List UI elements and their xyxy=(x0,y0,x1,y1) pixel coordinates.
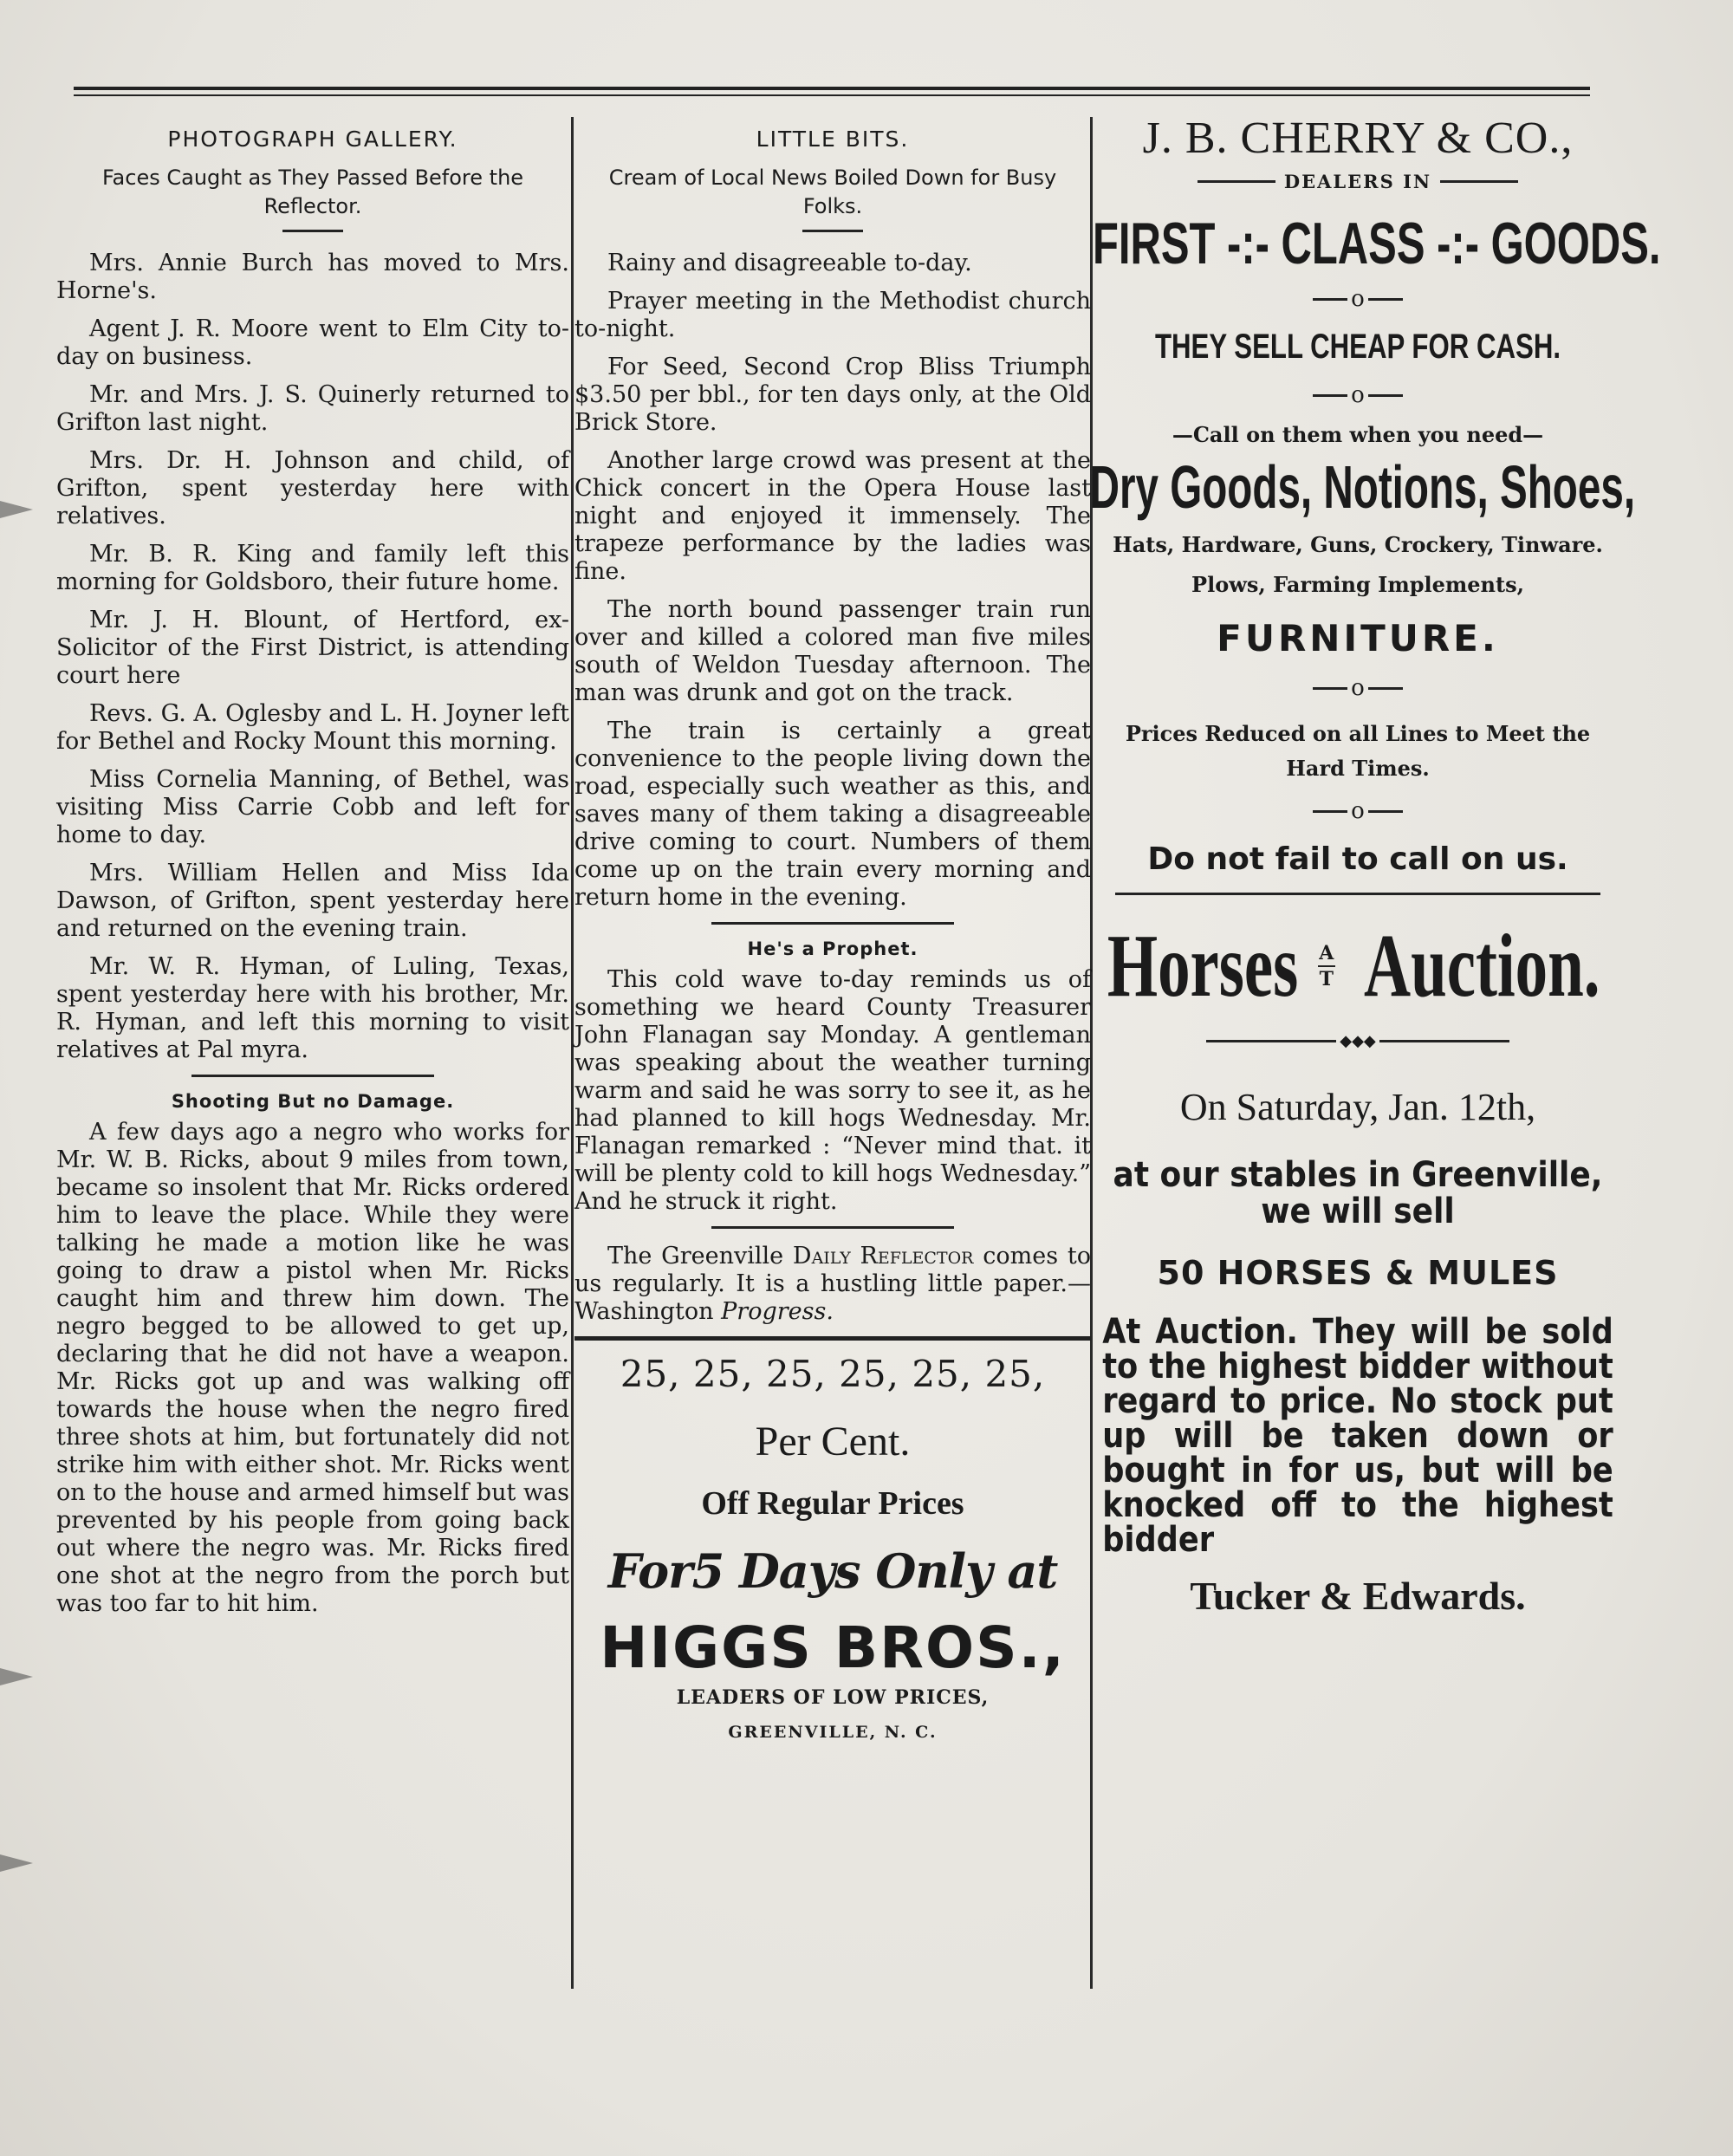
dry-goods-line: Dry Goods, Notions, Shoes, xyxy=(1089,453,1636,521)
news-item: Miss Cornelia Manning, of Bethel, was visiting Miss Carrie Cobb and left for home to day. xyxy=(56,766,569,848)
top-rule xyxy=(74,87,1590,96)
news-item: Mrs. Dr. H. Johnson and child, of Grifton, spent yesterday here with relatives. xyxy=(56,447,569,529)
news-item: Mr. and Mrs. J. S. Quinerly returned to Grifton last night. xyxy=(56,381,569,436)
do-not-fail-line: Do not fail to call on us. xyxy=(1147,841,1568,877)
call-on-line: —Call on them when you need— xyxy=(1172,422,1544,447)
divider xyxy=(1368,810,1403,813)
ornament-glyph: o xyxy=(1351,286,1365,312)
story-headline: He's a Prophet. xyxy=(747,938,918,959)
section-subheader: Cream of Local News Boiled Down for Busy Folks. xyxy=(608,166,1057,218)
divider xyxy=(1198,180,1275,183)
ad-percent-row: 25, 25, 25, 25, 25, 25, xyxy=(620,1353,1046,1395)
section-subheader: Faces Caught as They Passed Before the Reflector. xyxy=(101,166,524,218)
news-item: Rainy and disagreeable to-day. xyxy=(607,250,972,276)
paper-name: Daily Reflector xyxy=(792,1243,974,1270)
section-header: PHOTOGRAPH GALLERY. xyxy=(167,127,458,152)
at-letter: A xyxy=(1319,942,1334,964)
ornament-divider xyxy=(1094,286,1622,312)
divider xyxy=(1206,1040,1336,1042)
auction-date: On Saturday, Jan. 12th, xyxy=(1179,1086,1536,1128)
ornament-divider xyxy=(1094,798,1622,824)
auction-signature: Tucker & Edwards. xyxy=(1190,1574,1526,1618)
section-header: LITTLE BITS. xyxy=(756,127,910,152)
divider xyxy=(1318,965,1335,967)
news-item: Agent J. R. Moore went to Elm City to-day on business. xyxy=(56,315,569,370)
divider xyxy=(1368,687,1403,690)
divider xyxy=(802,230,863,232)
ad-location: GREENVILLE, N. C. xyxy=(728,1723,938,1742)
margin-mark xyxy=(0,1854,33,1872)
ornament-glyph: o xyxy=(1351,675,1365,701)
divider xyxy=(711,1226,954,1229)
headline-horses: Horses xyxy=(1107,916,1298,1016)
news-item: The north bound passenger train run over and killed a colored man five miles south of Weldon Tuesday afternoon. The man was drunk and got on the track. xyxy=(574,596,1091,706)
divider xyxy=(1115,893,1600,895)
divider xyxy=(282,230,343,232)
divider xyxy=(1313,687,1347,690)
divider xyxy=(1440,180,1518,183)
headline-auction: Auction. xyxy=(1363,916,1600,1016)
ornament-divider xyxy=(1094,675,1622,701)
story-body: A few days ago a negro who works for Mr. W. B. Ricks, about 9 miles from town, became so insolent that Mr. Ricks ordered him to leave the place. While they were talking he made a motion like he was going to draw a pistol when Mr. Ricks caught him and threw him down. The negro begged to be allowed to get up, declaring that he did not have a weapon. Mr. Ricks got up and was walking off towards the house when the negro fired three shots at him, but fortunately did not strike him with either shot. Mr. Ricks went on to the house and armed himself but was prevented by his people from going back out where the negro was. Mr. Ricks fired one shot at the negro from the porch but was too far to hit him. xyxy=(56,1119,569,1617)
divider xyxy=(1313,810,1347,813)
ad-tagline: LEADERS OF LOW PRICES, xyxy=(676,1686,990,1709)
ad-off-regular: Off Regular Prices xyxy=(701,1485,964,1522)
higgs-bros-ad xyxy=(574,1353,1091,1742)
goods-list: Hats, Hardware, Guns, Crockery, Tinware. Plows, Farming Implements, xyxy=(1113,532,1603,597)
divider xyxy=(191,1075,434,1077)
news-item: Mr. J. H. Blount, of Hertford, ex-Solicitor of the First District, is attending court here xyxy=(56,607,569,689)
dealers-label: DEALERS IN xyxy=(1283,171,1432,192)
ad-border xyxy=(574,1336,1091,1341)
reflector-text: The Greenville xyxy=(607,1243,793,1270)
news-item: Prayer meeting in the Methodist church to-night. xyxy=(574,288,1091,342)
story-headline: Shooting But no Damage. xyxy=(171,1091,455,1112)
news-item: Mrs. Annie Burch has moved to Mrs. Horne's. xyxy=(56,250,569,304)
auction-location: at our stables in Greenville, we will sell xyxy=(1113,1155,1603,1231)
column-photograph-gallery xyxy=(56,113,569,1628)
ornament-glyph: o xyxy=(1351,382,1365,408)
reflector-text: comes to us regularly. It is a hustling little paper.—Washington xyxy=(574,1243,1091,1325)
ad-firm-name: J. B. CHERRY & CO., xyxy=(1142,114,1574,163)
dealers-line xyxy=(1094,171,1622,192)
auction-stock: 50 HORSES & MULES xyxy=(1157,1254,1559,1292)
first-class-goods: FIRST -:- CLASS -:- GOODS. xyxy=(1093,211,1661,276)
ad-per-cent: Per Cent. xyxy=(755,1419,911,1464)
ad-for-5-days: For5 Days Only at xyxy=(607,1543,1058,1599)
ornament-glyph: o xyxy=(1351,798,1365,824)
reflector-note xyxy=(574,1243,1091,1326)
divider xyxy=(1313,298,1347,301)
paper-name: Progress. xyxy=(721,1298,834,1325)
ornament-divider xyxy=(1094,382,1622,408)
news-item: The train is certainly a great convenience to the people living down the road, especially such weather as this, and saves many of them taking a disagreeable drive coming to court. Numbers of them come up on the train every morning and return home in the evening. xyxy=(574,718,1091,911)
column-advertisements xyxy=(1089,113,1661,1619)
at-letter: T xyxy=(1319,968,1334,990)
cherry-ad xyxy=(1089,113,1661,877)
divider xyxy=(1368,298,1403,301)
furniture-line: FURNITURE. xyxy=(1217,617,1499,659)
auction-terms: At Auction. They will be sold to the highest bidder without regard to price. No stock put up will be taken down or bought in for us, but will be knocked off to the highest bidder xyxy=(1102,1312,1613,1560)
news-item: Another large crowd was present at the Chick concert in the Opera House last night and enjoyed it immensely. The trapeze performance by the ladies was fine. xyxy=(574,447,1091,585)
margin-mark xyxy=(0,501,33,518)
divider xyxy=(1313,394,1347,397)
margin-mark xyxy=(0,1668,33,1685)
ornament-divider xyxy=(1094,1032,1622,1050)
ad-store-name: HIGGS BROS., xyxy=(600,1614,1066,1681)
auction-headline xyxy=(1094,916,1622,1016)
headline-at xyxy=(1318,943,1335,990)
sell-cheap-line: THEY SELL CHEAP FOR CASH. xyxy=(1154,328,1561,366)
ornament-dots-icon: ◆◆◆ xyxy=(1340,1032,1376,1050)
story-body: This cold wave to-day reminds us of something we heard County Treasurer John Flanagan say Monday. A gentleman was speaking about the weather turning warm and said he was sorry to see it, as he had planned to kill hogs Wednesday. Mr. Flanagan remarked : “Never mind that. it will be plenty cold to kill hogs Wednesday.” And he struck it right. xyxy=(574,966,1091,1215)
news-item: Mr. W. R. Hyman, of Luling, Texas, spent yesterday here with his brother, Mr. R. Hyman, and left this morning to visit relatives at Pal myra. xyxy=(56,953,569,1063)
divider xyxy=(1368,394,1403,397)
divider xyxy=(711,922,954,925)
column-rule xyxy=(571,117,574,1989)
column-little-bits xyxy=(574,113,1091,1742)
divider xyxy=(1379,1040,1509,1042)
news-item: Mr. B. R. King and family left this morning for Goldsboro, their future home. xyxy=(56,541,569,595)
news-item: Mrs. William Hellen and Miss Ida Dawson, of Grifton, spent yesterday here and returned on the evening train. xyxy=(56,860,569,942)
prices-reduced-line: Prices Reduced on all Lines to Meet the Hard Times. xyxy=(1125,721,1591,781)
horse-auction-ad xyxy=(1094,916,1622,1619)
news-item: For Seed, Second Crop Bliss Triumph $3.50 per bbl., for ten days only, at the Old Brick Store. xyxy=(574,354,1091,436)
news-item: Revs. G. A. Oglesby and L. H. Joyner left for Bethel and Rocky Mount this morning. xyxy=(56,700,569,755)
